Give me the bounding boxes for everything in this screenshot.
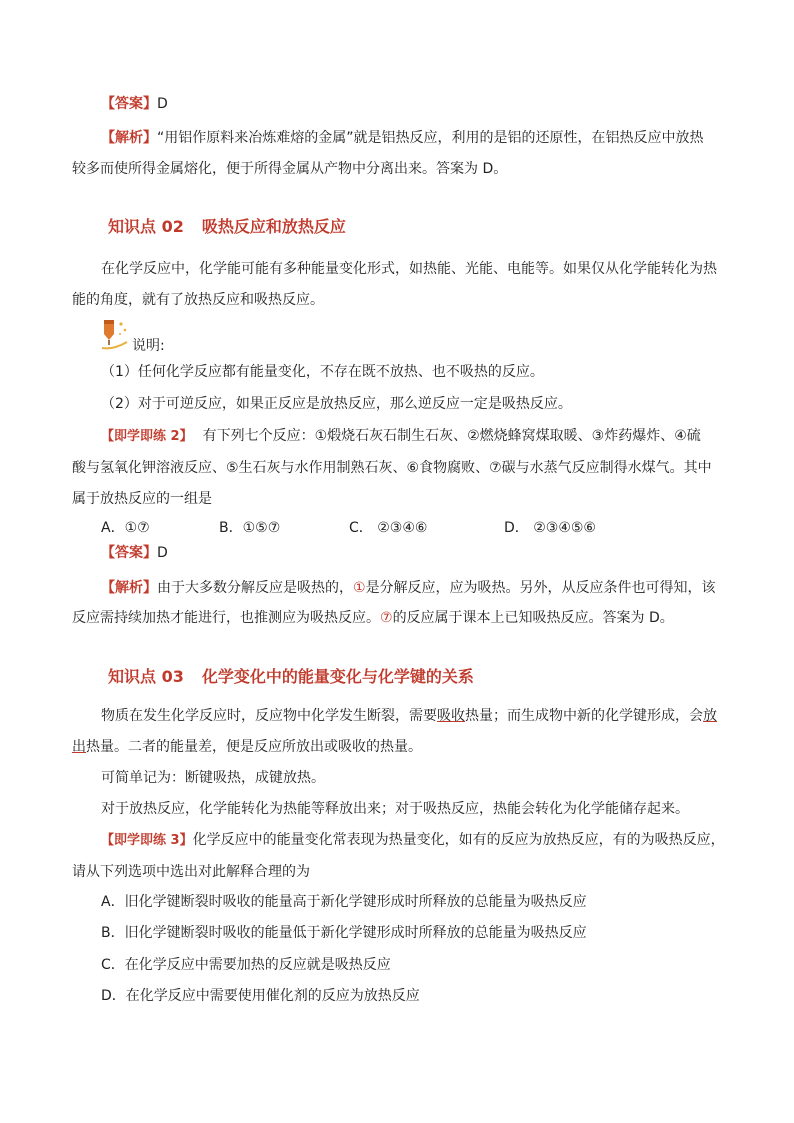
explanation-1-line-1 (101, 128, 704, 148)
explanation-text: 由于大多数分解反应是吸热的， (157, 580, 353, 596)
answer-value: D (157, 96, 168, 112)
kp03-paragraph-line-2 (72, 737, 422, 757)
explanation-text: 是分解反应，应为吸热。另外，从反应条件也可得知，该 (365, 580, 716, 596)
section-heading-kp03 (108, 666, 474, 688)
practice-text: 有下列七个反应：①煅烧石灰石制生石灰、②燃烧蜂窝煤取暖、③炸药爆炸、④硫 (202, 428, 701, 444)
practice-2-line-3: 属于放热反应的一组是 (72, 491, 212, 507)
practice-3-option-a: A．旧化学键断裂时吸收的能量高于新化学键形成时所释放的总能量为吸热反应 (101, 894, 587, 910)
explanation-text: 的反应属于课本上已知吸热反应。答案为 D。 (392, 610, 674, 626)
answer-1 (101, 94, 168, 114)
paragraph-text: 热量。二者的能量差，便是反应所放出或吸收的热量。 (86, 739, 422, 755)
answer-value: D (157, 545, 168, 561)
practice-3-line-2: 请从下列选项中选出对此解释合理的为 (72, 864, 310, 880)
practice-tag: 【即学即练 2】 (101, 429, 193, 444)
kp03-paragraph-line-3: 可简单记为：断键吸热，成键放热。 (101, 770, 325, 786)
answer-tag: 【答案】 (101, 96, 157, 112)
note-label: 说明: (132, 338, 165, 354)
paragraph-text: 物质在发生化学反应时，反应物中化学发生断裂，需要 (101, 708, 437, 724)
practice-3-option-b: B．旧化学键断裂时吸收的能量低于新化学键形成时所释放的总能量为吸热反应 (101, 925, 587, 941)
option-d: D． ②③④⑤⑥ (504, 520, 596, 536)
practice-3-line-1 (101, 830, 725, 851)
option-a: A．①⑦ (101, 520, 150, 536)
section-heading-kp02 (108, 216, 346, 238)
explanation-text: “用铝作原料来冶炼难熔的金属”就是铝热反应，利用的是铝的还原性，在铝热反应中放热 (157, 130, 704, 146)
underlined-term: 出 (72, 739, 86, 755)
note-item-1: （1）任何化学反应都有能量变化，不存在既不放热、也不吸热的反应。 (101, 364, 544, 380)
explanation-tag: 【解析】 (101, 580, 157, 596)
practice-3-option-c: C．在化学反应中需要加热的反应就是吸热反应 (101, 957, 391, 973)
note-item-2: （2）对于可逆反应，如果正反应是放热反应，那么逆反应一定是吸热反应。 (101, 396, 572, 412)
answer-2 (101, 543, 168, 563)
section-number: 知识点 02 (108, 217, 184, 236)
explanation-2-line-2 (72, 608, 674, 628)
practice-2-line-1 (101, 426, 701, 447)
explanation-text: 反应需持续加热才能进行，也推测应为吸热反应。 (72, 610, 380, 626)
answer-tag: 【答案】 (101, 545, 157, 561)
underlined-term: 吸收 (437, 708, 465, 724)
kp03-paragraph-line-4: 对于放热反应，化学能转化为热能等释放出来；对于吸热反应，热能会转化为化学能储存起来。 (101, 801, 689, 817)
paragraph-text: 热量；而生成物中新的化学键形成，会 (465, 708, 703, 724)
section-title: 吸热反应和放热反应 (201, 217, 346, 236)
kp02-paragraph-line-2: 能的角度，就有了放热反应和吸热反应。 (72, 292, 324, 308)
underlined-term: 放 (703, 708, 717, 724)
kp02-paragraph-line-1: 在化学反应中，化学能可能有多种能量变化形式，如热能、光能、电能等。如果仅从化学能转化为热 (101, 261, 717, 277)
highlight-marker: ① (353, 580, 366, 596)
practice-3-option-d: D．在化学反应中需要使用催化剂的反应为放热反应 (101, 988, 420, 1004)
section-number: 知识点 03 (108, 667, 184, 686)
practice-tag: 【即学即练 3】 (101, 833, 193, 848)
practice-2-options (101, 518, 596, 538)
option-b: B．①⑤⑦ (219, 520, 281, 536)
practice-text: 化学反应中的能量变化常表现为热量变化，如有的反应为放热反应，有的为吸热反应， (192, 832, 725, 848)
explanation-1-line-2: 较多而使所得金属熔化，便于所得金属从产物中分离出来。答案为 D。 (72, 161, 508, 177)
section-title: 化学变化中的能量变化与化学键的关系 (201, 667, 474, 686)
explanation-tag: 【解析】 (101, 130, 157, 146)
practice-2-line-2: 酸与氢氧化钾溶液反应、⑤生石灰与水作用制熟石灰、⑥食物腐败、⑦碳与水蒸气反应制得水煤气。其中 (72, 460, 712, 476)
highlight-marker: ⑦ (380, 610, 393, 626)
option-c: C． ②③④⑥ (349, 520, 428, 536)
kp03-paragraph-line-1 (101, 706, 717, 726)
explanation-2-line-1 (101, 578, 716, 598)
pen-note-icon (101, 318, 131, 352)
